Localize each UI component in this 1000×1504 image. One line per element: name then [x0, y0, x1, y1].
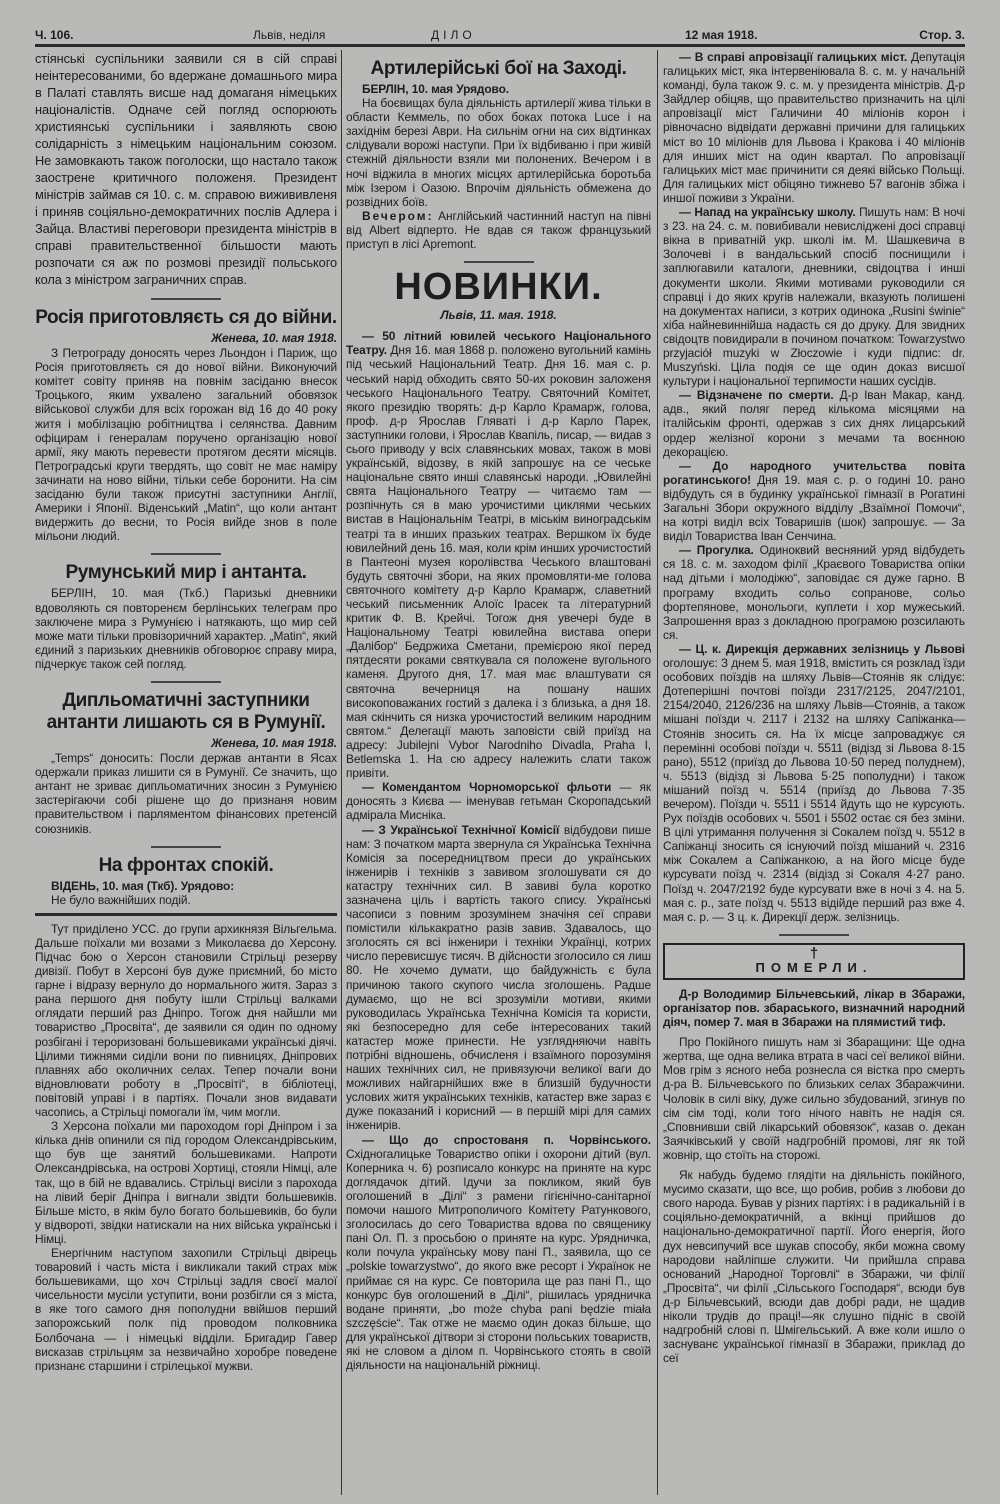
column-1	[35, 50, 337, 1373]
story-paragraph: З Херсона поїхали ми пароходом горі Дніпром і за кілька днів опинили ся під городом Олександрівським, що був ще занятий большевиками. Напроти Олександрівська, на острові Хортиці, стояли Німці, але так, що в бій не вдавались. Стрільці висіли з парохода на лівий беріг Дніпра і вигнали звідти большевиків. Більше місто, в якім було богато большевиків, бо були у відвороті, звідки натискали на них війська українські і Німці.	[35, 1119, 337, 1246]
news-text: — як доносять з Києва — іменував гетьман Скоропадський адмірала Мисніка.	[346, 780, 652, 823]
issue-number: Ч. 106.	[35, 28, 74, 42]
dateline: Женева, 10. мая 1918.	[211, 735, 337, 750]
news-text: Дня 19. мая с. р. о годині 10. рано відбудуть ся в будинку української гімназії в Рогатині Загальні Збори окружного відділу „Взаїмної Помочи“, на котрі виділ всіх Товаришів (шок) запрошує. — За виділ Товариства Іван Сенчина.	[663, 472, 965, 544]
cross-icon: †	[809, 944, 819, 962]
place-day: Львів, неділя	[253, 28, 326, 42]
news-lead: — До народного учительства повіта рогатинського!	[663, 458, 965, 487]
news-item	[346, 329, 651, 780]
section-dateline: Львів, 11. мая. 1918.	[440, 308, 557, 323]
news-text: оголошує: З днем 5. мая 1918, вмістить ся розклад їзди особових поїздів на шляху Львів—Стоянів як слідує: Дотеперішні почтові поїзди 2317/2125, 2047/2101, 2154/2040, 2126/236 на шляху Львів—Стоянів, а також мішані поїзди ч. 2117 і 2132 на шляху Сапіжанка—Стоянів зносить ся. На їх місце запроваджує ся перемінні особові поїзди ч. 5511 (відізд зі Львова 8·15 рано), 5512 (приїзд до Львова 10·50 перед полуднем), ч. 5513 (відізд зі Львова 5·25 пополудни) і також мішаний поїзд ч. 5514 (приїзд до Львова 7·35 вечером). Поїзди ч. 5511 і 5514 йдуть що не курсують. Рух поїздів особових ч. 5501 і 5502 остає ся без зміни. В цілі утримання получення зі Сокалем поїзд ч. 5512 в Сапіжанці зносить ся існуючий поїзд мішаний ч. 2316 між Сокалем а Сапіжанкою, а на його місце буде курсувати поїзд ч. 2314 (відізд зі Сокаля 4·27 рано. Поїзд ч. 2047/2192 буде курсувати вже в ночі з 4. на 5. мая с. р., зате поїзд ч. 5513 відійде перший раз вже 4. мая с. р. — З ц. к. Дирекції держ. зелізниць.	[663, 656, 965, 924]
section-rule	[35, 913, 337, 916]
section-title: НОВИНКИ.	[394, 266, 603, 309]
lead: Вечером:	[362, 208, 434, 223]
obituary-paragraph: Про Покійного пишуть нам зі Збаращини: Ще одна жертва, ще одна велика втрата в часі сеї великої війни. Мов грім з ясного неба рознесла ся вістка про смерть д-ра В. Більчевського по близьких селах Збаражчини. Чоловік в силі віку, дуже сильно збудований, згинув по сім сім тоді, коли того нічого навіть не надія ся. „Сповнивши свій лікарський обовязок“, казав о. декан Заячківський у своїй надгробній промові, ляг як той жовнір, що стоїть на сторожі.	[663, 1035, 965, 1162]
news-lead: — Ц. к. Дирекція державних зелізниць у Львові	[679, 641, 965, 656]
story-paragraph: Тут приділено УСС. до групи архикнязя Вільгельма. Дальше поїхали ми возами з Миколаєва до Херсону. Підчас бою о Херсон становили Стрільці резерву дивізії. Побут в Херсоні був дуже приємний, бо місто гарне і відразу вернуло до нормального житя. Зараз з рана першого дня побуту ішли Стрільці валками оглядати перший раз Дніпро. Тогож дня найшли ми товариство „Просвіта“, де заявили ся один по одному розбігані і тероризовані большевиками українські діячі. Цілими тижнями сиділи вони по пивницях, Дніпрових плавнях або околичних селах. Тепер почали вони відновлювати роботу в „Просвіті“, в бібліотеці, повітовій управі і в партіях. Почали знов видавати часопись, а Стрільці помогали їм, чим могли.	[35, 921, 337, 1120]
news-item	[663, 205, 965, 388]
separator	[779, 934, 849, 936]
news-item	[663, 50, 965, 205]
article-text: ВІДЕНЬ, 10. мая (Ткб). Урядово:	[51, 878, 235, 893]
obituary-paragraph: Як набудь будемо глядіти на діяльність покійного, мусимо сказати, що все, що робив, робив з любови до свого народа. Бував у різних партіях: і в радикальній і в соціяльно-демократичній, а вкінці прийшов до національно-демократичної партії. Його енергія, його дух невсипучий все шукав способу, якби можна свому народови найліпше служити. Чи прийшла справа оснований „Народної Торговлі“ в Збаражи, чи філії „Просвіта“, чи філії „Сільського Господаря“, всюди був д-р Більчевський, всюди дав добрі ради, не щадив ніколи трудів до праці!—як слушно підніс в своїй надгробній слові п. Шмігельський. А вже коли ишло о заснуванє української гімназії в Збаражи, приклад до сеї	[663, 1168, 965, 1366]
news-lead: — Комендантом Чорноморської фльоти	[362, 780, 612, 795]
separator	[151, 553, 221, 555]
column-2	[346, 50, 651, 1372]
column-divider	[341, 50, 342, 1495]
news-item	[346, 1133, 651, 1373]
news-lead: — З Української Технічної Комісії	[362, 822, 560, 837]
column-3	[663, 50, 965, 1365]
article-title: Росія приготовляєть ся до війни.	[35, 307, 337, 328]
news-lead: — Що до спростованя п. Чорвінського.	[362, 1132, 651, 1147]
article-title: Артилерійські бої на Заході.	[370, 58, 627, 79]
page-number: Стор. 3.	[919, 28, 965, 42]
obituary-lead: Д-р Володимир Більчевський, лікар в Збаражи, організатор пов. збараського, визначний народний діяч, помер 7. мая в Збаражи на плямистий тиф.	[663, 986, 965, 1030]
separator	[464, 261, 534, 263]
issue-date: 12 мая 1918.	[685, 28, 758, 42]
news-item	[663, 642, 965, 924]
paper-name: ДІЛО	[431, 28, 476, 42]
article-title: Румунський мир і антанта.	[65, 562, 307, 584]
text: Англійський частинний наступ на півні від Albert відперто. Не вдав ся також французький приступ в лісі Apremont.	[346, 208, 651, 252]
article-text: Не було важнійших подій.	[51, 892, 191, 907]
news-text: відбудови пише нам: З початком марта звернула ся Українська Технічна Комісія за посередництвом преси до українських інженирів і техніків з завивом зголошувати ся до катастру технічних сил. В завиві була коротко зазначена ціль і вартість такого спису. Українські часописи з повним зрозумінем значіня сеї справи помістили кількакратно разів завив. Здавалось, що зголосять ся всі інженири і техніки Українці, котрих число перевисшує тисяч. В дійсности зголосило ся лиш 80. Не хочемо думати, що байдужність є була причиною такого скупого числа зголошень. Радше думаємо, що не всі зрозуміли мотиви, якими руководилась Українська Технічна Комісія та користи, які безпосередно для себе інтересованих такий катастер може принести. Не узглядняючи навіть потрібні відношень, обчисленя і взаїмного порозуміня наших технічних сил, не привязуючи великої ваги до можливих найгарнійших вже в близшій будучности услових житя українських техніків, катастер вже зараз є дуже показаний і корисний — в першій мірі для самих інженирів.	[346, 822, 651, 1133]
continued-article: стіянські суспільники заявили ся в сій справі неінтересованими, бо вдержане домашнього мира в Палаті ставлять висше над домаганя німецьких націоналістів. Одначе сей погляд оспорюють християнські суспільники і заявляють свою солідарність з німецьким національним союзом. Не замовкають також поголоски, що настало також заострене критичного положеня. Президент міністрів займав ся 10. с. м. справою вижививленя і приняв соціяльно-демократичних послів Адлера і Зайца. Властиві переговори президента міністрів в справі правительственної більшости мають розпочати ся аж по розмові президії польського кола з міністром заграничних справ.	[35, 51, 337, 287]
article-title: На фронтах спокій.	[98, 854, 274, 876]
separator	[151, 846, 221, 848]
news-lead: — 50 літний ювилей чеського Національного Театру.	[346, 329, 651, 358]
article-text	[346, 209, 651, 251]
news-item	[663, 543, 965, 642]
news-text: Д-р Іван Макар, канд. адв., який поляг перед кількома місяцями на італійськім фронті, одержав з сих днях лицарський ордер желізної корони з мечами та воєнною декорацією.	[663, 388, 965, 459]
separator	[151, 298, 221, 300]
news-item	[663, 459, 965, 544]
column-divider	[657, 50, 658, 1495]
masthead	[35, 28, 965, 44]
news-lead: — В справі апровізації галицьких міст.	[679, 50, 908, 64]
dateline: БЕРЛІН, 10. мая Урядово.	[362, 82, 509, 96]
news-text: Пишуть нам: В ночі з 23. на 24. с. м. повибивали невисліджені досі справці вікна в приватній укр. школі ім. М. Шашкевича в Золочеві і в вандальський спосіб поснищили і заплюгавили каталоги, дневники, свідоцтва і инші документи школи. Якими мотивами руководили ся справці і до яких кругів належали, вказують полишені на документах написи, з котрих одинока „Rusini świnie“ хіба найневиннійша надасть ся до друку. Для звидних свідоцтв повидирали в почином початком: Towarzystwo przyjaciół muzyki w Złoczowie і куди підпис: dr. Muszyński. Ціла подія се ще один доказ висшої культури і національної терпимости наших сусідів.	[663, 205, 965, 389]
dateline: Женева, 10. мая 1918.	[211, 331, 337, 345]
obituary-box	[663, 943, 965, 980]
news-text: Дня 16. мая 1868 р. положено вугольний камінь під чеський Національний Театр. Дня 16. мая с. р. чеський нарід обходить свято 50-их роковин заложеня чеського Національного Театру. Святочний Комітет, якого президію творять: д-р Карло Крамарж, голова, проф. д-р Ярослав Гляваті і д-р Карло Парек, заступники голови, і Ярослав Квапіль, писар, — видав з сього приводу у всіх славянських мовах, також в мові українській, відозву, в якій запрошує на се чеське національне свято инші славянські народи. „Ювилейні свята Національного Театру — читаємо там — розпічнуть ся в маю урочистими циклями чеських вистав в Національнім Театрі, в міськім виноградськім театрі та в инших празьких театрах. Вершком їх буде ювилейний день 16. мая, коли крім инших урочистостий в Пантеоні музея королівства Чеського влаштовані будуть святочні збори, на яких промовляти-ме голова святочного комітету д-р Карло Крамарж, славетний чеський письменник Алоїс Ірасек та літературний критик Ф. В. Крейчі. Тогож дня увечері буде в Національному Театрі ювилейна вистава опери „Далібор“ Бедржиха Сметани, премієрою якої перед пятдесяти роками святкувала ся положене вугольного каменя. Другого дня, 17. мая має влаштувати ся святочна вечерниця на пошану наших високоповажаних гостий з далека і з близька, а дня 18. мая скінчить ся низка урочистостий великим народним святом.“ Делегації мають заповісти свій приїзд на адресу: Jubilejni Vybor Narodniho Divadla, Praha I, Betlemska 1. На сю адресу належить слати також привіти.	[346, 343, 651, 781]
header-rule	[35, 44, 965, 47]
news-item	[346, 823, 651, 1133]
story-paragraph: Енергічним наступом захопили Стрільці двірець товаровий і часть міста і викликали такий страх між большевиками, що хоч Стрільці задля своєї малої чисельности мусіли уступити, вони розбігли ся з міста, в яке того самого дня пополудни ввійшов перший запорожський полк під проводом полковника Болбочана — і німецькі відділи. Бригадир Гавер висказав стрільцям за незвичайно хоробре поведене признанє старшини і стрілецької мужви.	[35, 1245, 337, 1373]
article-text: З Петрограду доносять через Льондон і Париж, що Росія приготовляєть ся до нової війни. Виконуючий комітет совіту приняв на повнім засіданю внесок Троцького, яким ухвалено загальний обовязок військової служби для всіх горожан від 16 до 40 року житя і мобілізацію робітництва і селянства. Давним офіцирам і генералам поручено організацію нової армії, яку мають перевести протягом десяти місяців. Петроградські круги твердять, що совіт не має наміру зачинати на ново війни, тільки себе боронити. На сім засіданю були також присутні заступники Англії, Америки і Японії. Віденський „Matin“, що коли антант видержить до весни, то Росія вийде знов в поле мільони людий.	[35, 346, 337, 544]
separator	[151, 681, 221, 683]
news-item	[663, 388, 965, 458]
news-text: Одиноквий весняний уряд відбудеть ся 18. с. м. заходом філії „Краєвого Товариства опіки над дітьми і молодіжю“, заповідає ся дуже гарно. В програму входить сольо сопранове, сольо фортепянове, монольоги, куплети і хор мужеський. Запрошення враз з докладною програмою розсилають ся.	[663, 543, 965, 642]
article-text: „Temps“ доносить: Посли держав антанти в Ясах одержали приказ лишити ся в Румунії. Се значить, що антант не зриває дипльоматичних зносин з Румунією застерігаючи собі рішене що до признаня новим правительством і парляментом фінансових претенсій союзників.	[35, 751, 337, 836]
obituary-title: ПОМЕРЛИ.	[755, 959, 873, 975]
news-text: Східногалицьке Товариство опіки і охорони дітий (вул. Коперника ч. 6) розписало конкурс на приняте на курс доглядачок дітий. Ідучи за покликом, який був оголошений в „Ділі“ з рамени гігієнічно-санітарної помочи нашого Митрополичого Комітету Ратункового, зголосилась до сего Товариства вдова по священику пані Ол. П. з просьбою о приняте на курс. Урядничка, коли почула українську мову пані П., заявила, що се „polskie towarzystwo“, до якого вже ресорт і Українок не приймає ся на курс. Се повторила ще раз пані П., що конкурс був оголошений в „Ділі“, рішилась урядничка водане приняти, „bo może chyba pani będzie miała szczęście“. Так отже не маємо один доказ більше, що для української дітвори зі сторони польських товариств, які не словом а ділом п. Чорвінського стоять в своїй діяльности на національній ріжниці.	[346, 1146, 651, 1373]
news-item	[346, 780, 651, 822]
news-text: Депутація галицьких міст, яка інтервеніювала 8. с. м. у начальній команді, була також 9. с. м. у президента міністрів. Д-р Зайдлер обіцяв, що правительство призначить на цілі апровізації міст Галичини 40 міліонів корон і рівночасно відвідати державні причини для галицьких міст во 10 міліонів для Львова і Кракова і 40 міліонів для инших міст на один квартал. По апровізації галицьких міст має причинити ся деякі військо Польщі. Для галицьких міст обіцяно тижнево 57 вагонів збіжа і иншої поживи з України.	[663, 50, 965, 205]
article-text: БЕРЛІН, 10. мая (Ткб.) Паризькі дневники вдоволяють ся повторенєм берлінських телеграм про заключене мира з Румунією і натякають, що мир сей може мати тільки провізоричний характер. „Matin“, який єдиний з паризьких дневників обговорює справу мира, підчеркує також сей погляд.	[35, 586, 337, 671]
news-lead: — Напад на українську школу.	[679, 205, 856, 220]
news-lead: — Відзначене по смерти.	[679, 388, 834, 403]
article-text: На боєвищах була діяльність артилерії жива тільки в области Кеммель, по обох боках потока Luce і на західнім березі Аври. На сильнім огни на сих відтинках слідували ворожі наступи. При їх відбиваню і при живій стежній діяльности взяли ми полонених. Вечером і в ночі віджила в многих місцях артилерійська боротьба між Ізером і Оазою. Впрочім діяльність обмежена до розвідних боїв.	[346, 96, 651, 209]
news-lead: — Прогулка.	[679, 543, 754, 558]
article-title: Дипльоматичні заступники антанти лишають ся в Румунії.	[46, 689, 326, 733]
